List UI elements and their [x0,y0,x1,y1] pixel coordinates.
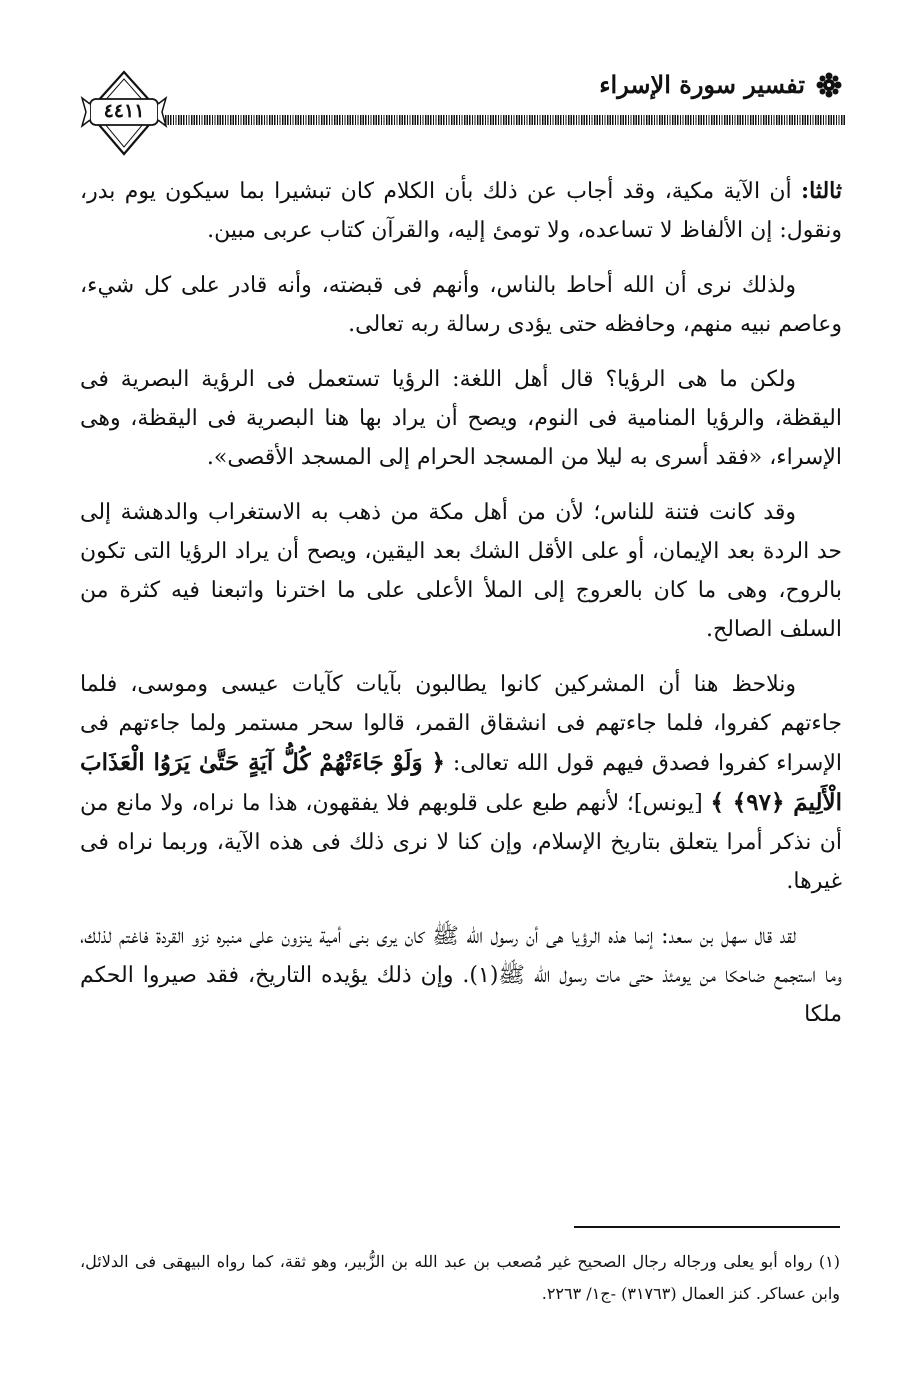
paragraph-text: ونلاحظ هنا أن المشركين كانوا يطالبون بآيات كآيات عيسى وموسى، فلما جاءتهم كفروا، فلما جاءتهم فى انشقاق القمر، قالوا سحر مستمر ولما جاءتهم فى الإسراء كفروا فصدق فيهم قول الله تعالى: [80,672,842,776]
paragraph-4: وقد كانت فتنة للناس؛ لأن من أهل مكة من ذهب به الاستغراب والدهشة إلى حد الردة بعد الإيمان، أو على الأقل الشك بعد اليقين، ويصح أن يراد الرؤيا التى تكون بالروح، وهى ما كان بالعروج إلى الملأ الأعلى على ما اخترنا واتبعنا فيه كثرة من السلف الصالح. [80,500,843,642]
paragraph-6: لقد قال سهل بن سعد: إنما هذه الرؤيا هى أن رسول الله ﷺ كان يرى بنى أمية ينزون على منبره نزو القردة فاغتم لذلك، وما استجمع ضاحكا من يومئذ حتى مات رسول الله ﷺ(١). وإن ذلك يؤيده التاريخ، فقد صيروا الحكم ملكا [80,924,842,1027]
footnote: (١) رواه أبو يعلى ورجاله رجال الصحيح غير مُصعب بن عبد الله بن الزُّبير، وهو ثقة، كما رواه البيهقى فى الدلائل، وابن عساكر. كنز العمال (٣١٧٦٣) -ج١/ ٢٢٦٣. [80,1252,840,1303]
paragraph-2: ولذلك نرى أن الله أحاط بالناس، وأنهم فى قبضته، وأنه قادر على كل شيء، وعاصم نبيه منهم، وحافظه حتى يؤدى رسالة ربه تعالى. [80,273,842,337]
main-text [80,172,842,1050]
page-number: ٤٤١١ [103,100,145,122]
paragraph-5 [80,665,842,901]
paragraph-text: [يونس]؛ لأنهم طبع على قلوبهم فلا يفقهون، هذا ما نراه، ولا مانع من أن نذكر أمرا يتعلق بتاريخ الإسلام، وإن كنا لا نرى ذلك فى هذه الآية، وربما نراه فى غيرها. [80,791,842,894]
page-header [80,62,860,162]
quran-verse: ﴿ وَلَوْ جَاءَتْهُمْ كُلُّ آيَةٍ حَتَّىٰ يَرَوُا الْعَذَابَ الْأَلِيمَ ﴿٩٧﴾ ﴾ [80,749,843,816]
paragraph-lead: ثالثا: [801,178,842,204]
paragraph-1 [80,172,842,250]
paragraph-3: ولكن ما هى الرؤيا؟ قال أهل اللغة: الرؤيا تستعمل فى الرؤية البصرية فى اليقظة، والرؤيا المنامية فى النوم، ويصح أن يراد بها هنا البصرية فى اليقظة، وهى الإسراء، «فقد أسرى به ليلا من المسجد الحرام إلى المسجد الأقصى». [80,367,842,470]
flower-ornament-icon [816,72,842,98]
running-title: تفسير سورة الإسراء [599,70,805,99]
paragraph-text: أن الآية مكية، وقد أجاب عن ذلك بأن الكلام كان تبشيرا بما سيكون يوم بدر، ونقول: إن الألفاظ لا تساعده، ولا تومئ إليه، والقرآن كتاب عربى مبين. [80,179,842,243]
footnote-separator [574,1226,840,1228]
header-rule [165,115,845,125]
